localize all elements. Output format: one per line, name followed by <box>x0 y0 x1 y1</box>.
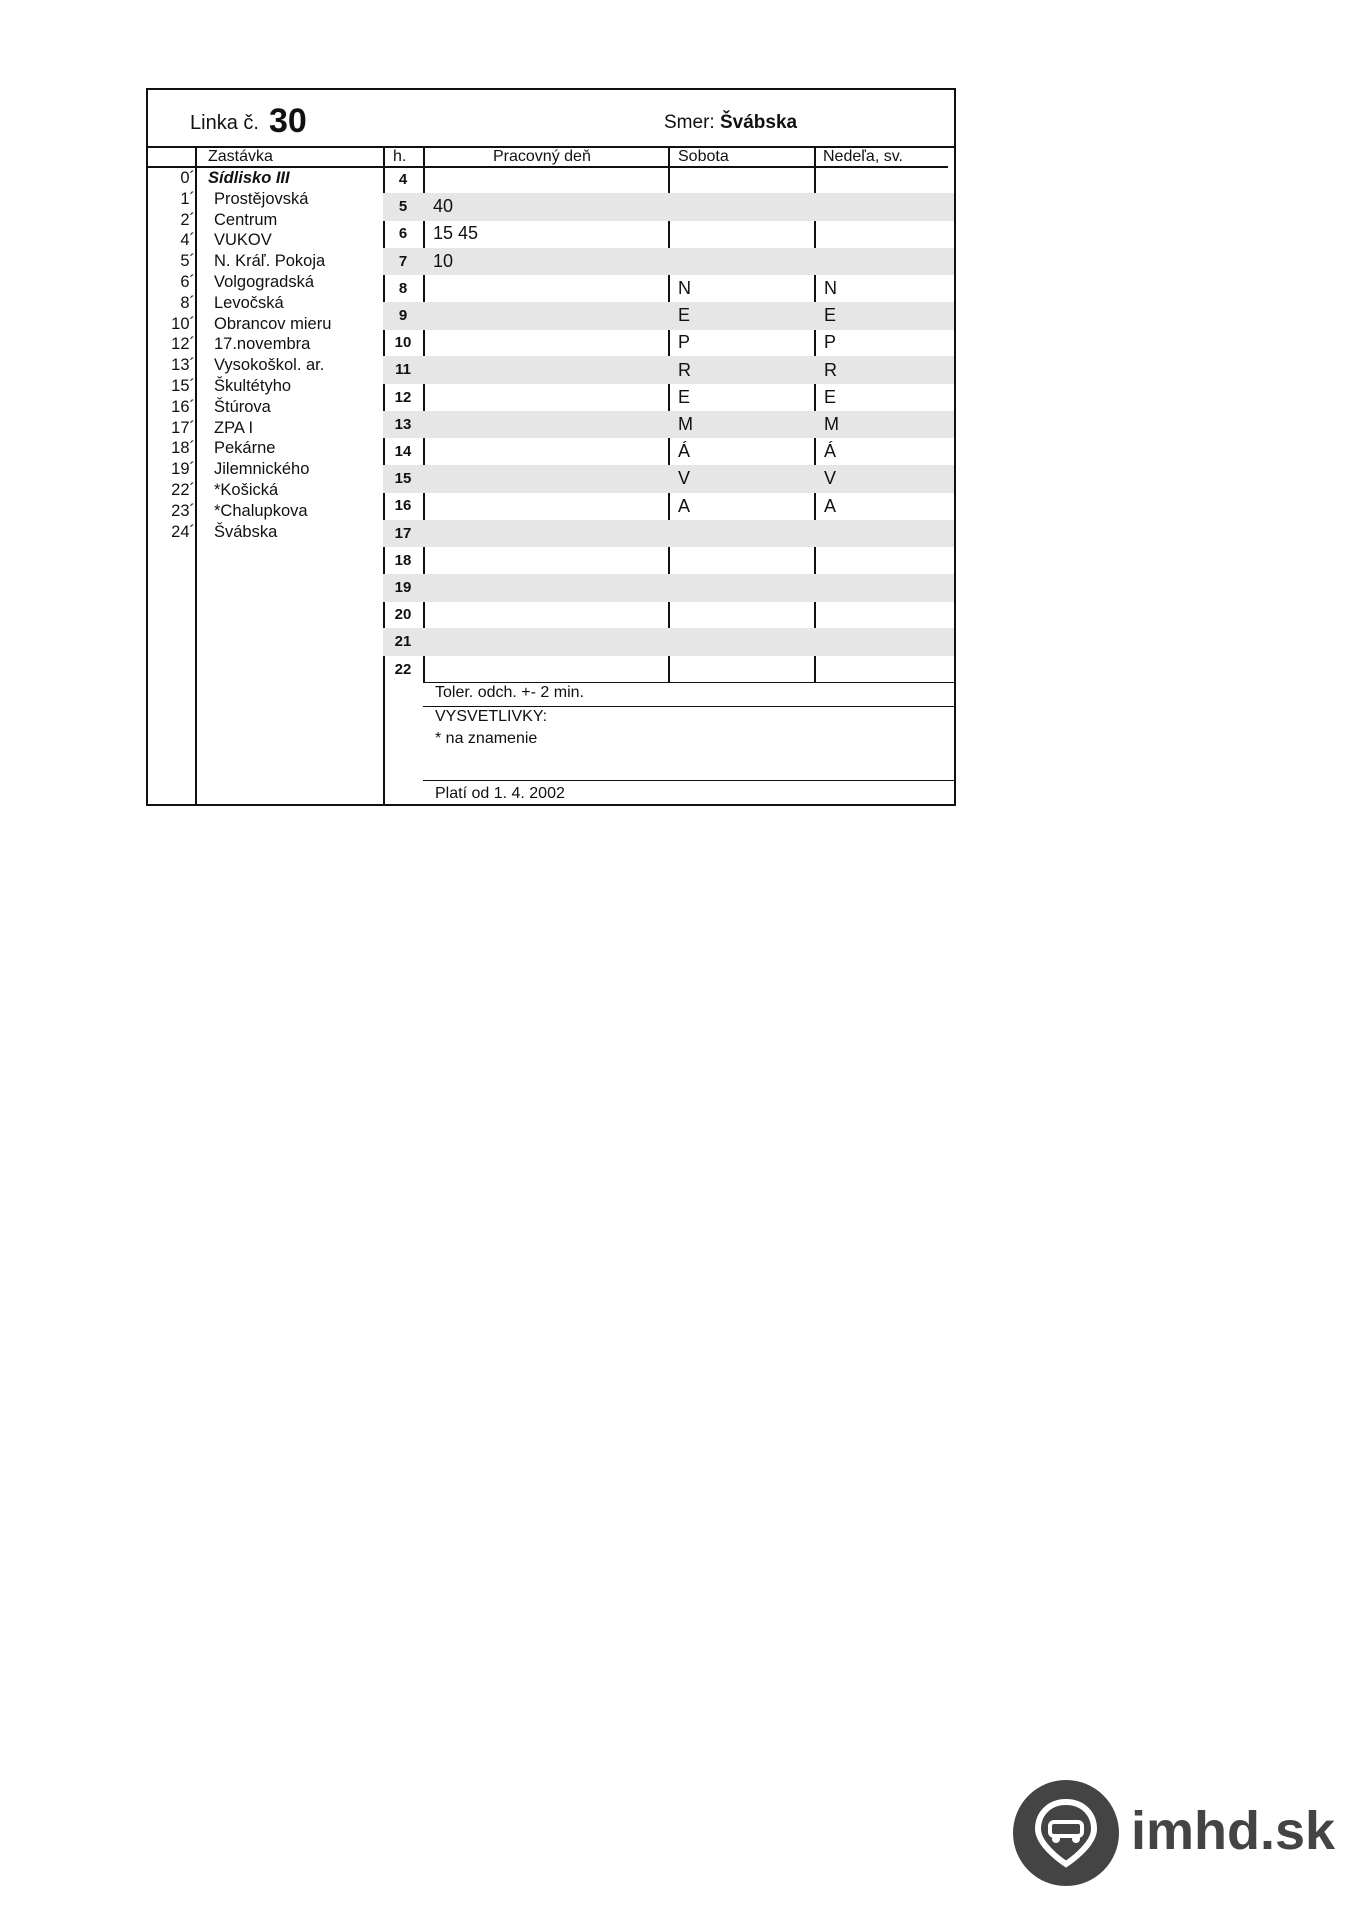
not-running-letter: M <box>678 414 693 434</box>
not-running-letter: E <box>678 305 691 326</box>
not-running-letter: V <box>678 468 691 489</box>
stop-name: Vysokoškol. ar. <box>214 356 325 375</box>
not-running-letter: P <box>824 332 837 353</box>
hour-label: 12 <box>394 388 412 406</box>
stop-row <box>148 397 383 418</box>
stop-name: Škultétyho <box>214 377 292 395</box>
stop-minute: 22´ <box>171 481 195 499</box>
stop-name: N. Kráľ. Pokoja <box>214 252 326 271</box>
hour-row <box>383 384 954 412</box>
saturday-column-header: Sobota <box>678 148 729 165</box>
stop-minute: 10´ <box>171 314 195 333</box>
not-running-letter: E <box>824 305 837 326</box>
stop-minute: 1´ <box>180 189 195 208</box>
stop-row <box>148 168 383 189</box>
stop-minute: 24´ <box>171 522 195 541</box>
sunday-column-header: Nedeľa, sv. <box>823 148 903 165</box>
not-running-letter: R <box>824 359 837 380</box>
hour-label: 18 <box>394 551 412 569</box>
hour-row <box>383 411 954 439</box>
stop-row <box>148 501 383 522</box>
workday-column-header: Pracovný deň <box>493 148 591 165</box>
hour-label: 15 <box>394 470 412 488</box>
direction-label: Smer: <box>664 112 715 133</box>
stop-column-header: Zastávka <box>208 148 273 165</box>
hour-row <box>383 193 954 221</box>
stop-name: Švábska <box>214 522 278 541</box>
stop-name: Jilemnického <box>214 460 310 479</box>
stop-row <box>148 334 383 355</box>
stop-row <box>148 189 383 210</box>
stop-minute: 18´ <box>171 439 195 458</box>
hour-row <box>383 329 954 357</box>
stop-row <box>148 230 383 251</box>
stop-name: ZPA I <box>214 418 254 437</box>
bus-pin-icon <box>1013 1780 1119 1886</box>
stop-minute: 23´ <box>171 501 195 520</box>
hour-label: 8 <box>398 279 408 297</box>
stop-name: Sídlisko III <box>208 169 290 187</box>
brand-logo <box>1013 1780 1336 1886</box>
hour-label: 9 <box>398 307 408 324</box>
stop-minute: 0´ <box>180 169 195 187</box>
stop-minute: 15´ <box>171 377 195 395</box>
stop-name: VUKOV <box>214 231 272 250</box>
hour-row <box>383 275 954 303</box>
stop-row <box>148 438 383 459</box>
stop-minute: 19´ <box>171 460 195 479</box>
direction-value: Švábska <box>719 112 798 133</box>
not-running-letter: V <box>824 468 837 489</box>
not-running-letter: Á <box>824 441 837 462</box>
hour-row <box>383 465 954 493</box>
workday-departures: 10 <box>433 250 454 271</box>
line-number: 30 <box>268 102 307 140</box>
hour-row <box>383 574 954 602</box>
not-running-letter: Á <box>678 441 691 462</box>
stop-name: Pekárne <box>214 439 276 458</box>
stop-name: Centrum <box>214 210 278 229</box>
stop-name: Obrancov mieru <box>214 314 332 333</box>
hour-row <box>383 356 954 384</box>
stop-row <box>148 210 383 231</box>
stop-name: Levočská <box>214 293 284 312</box>
hour-label: 5 <box>398 198 408 216</box>
stop-row <box>148 293 383 314</box>
stop-minute: 6´ <box>180 273 195 291</box>
hour-row <box>383 248 954 276</box>
stop-row <box>148 251 383 272</box>
hour-row <box>383 601 954 629</box>
stop-name: Štúrova <box>214 397 271 416</box>
stop-name: *Košická <box>214 481 279 499</box>
stop-row <box>148 522 383 543</box>
workday-departures: 15 45 <box>433 223 479 244</box>
brand-name: imhd.sk <box>1131 1801 1336 1861</box>
not-running-letter: E <box>824 386 837 407</box>
stop-row <box>148 480 383 501</box>
line-prefix: Linka č. <box>190 112 259 134</box>
legend-title: VYSVETLIVKY: <box>435 708 548 725</box>
not-running-letter: A <box>824 495 837 516</box>
hour-row <box>383 656 954 684</box>
direction <box>664 112 797 134</box>
hour-row <box>383 438 954 466</box>
not-running-letter: R <box>678 359 691 380</box>
hour-label: 13 <box>394 415 412 433</box>
stop-minute: 2´ <box>180 210 195 229</box>
legend-item: * na znamenie <box>435 730 538 747</box>
stop-minute: 16´ <box>171 397 195 416</box>
not-running-letter: A <box>678 495 691 516</box>
not-running-letter: E <box>678 386 691 407</box>
workday-departures: 40 <box>433 196 454 217</box>
stop-minute: 12´ <box>171 335 195 354</box>
not-running-letter: N <box>824 278 837 298</box>
valid-from: Platí od 1. 4. 2002 <box>423 780 954 805</box>
stop-row <box>148 355 383 376</box>
hour-column-header: h. <box>393 148 407 165</box>
hour-label: 22 <box>394 660 412 678</box>
hour-label: 21 <box>394 633 412 651</box>
stop-minute: 13´ <box>171 356 195 375</box>
not-running-letter: N <box>678 278 691 298</box>
hour-row <box>383 628 954 656</box>
hour-row <box>383 220 954 248</box>
stop-row <box>148 272 383 293</box>
tolerance-note: Toler. odch. +- 2 min. <box>423 682 954 705</box>
hour-row <box>383 547 954 575</box>
not-running-letter: M <box>824 414 839 434</box>
stop-row <box>148 459 383 480</box>
stop-minute: 8´ <box>180 293 195 312</box>
hour-row <box>383 492 954 520</box>
stop-row <box>148 314 383 335</box>
stop-row <box>148 418 383 439</box>
stop-minute: 17´ <box>171 418 195 437</box>
hour-label: 19 <box>394 579 412 596</box>
timetable <box>146 88 956 806</box>
timetable-header <box>148 90 954 148</box>
hour-row <box>383 520 954 548</box>
line-label <box>190 102 307 141</box>
hour-label: 11 <box>395 361 411 379</box>
hour-label: 6 <box>398 225 408 243</box>
stop-row <box>148 376 383 397</box>
hour-label: 14 <box>394 443 412 460</box>
stop-minute: 5´ <box>180 252 195 271</box>
legend <box>423 706 954 781</box>
hour-label: 7 <box>398 252 408 270</box>
hour-label: 20 <box>394 606 412 624</box>
hour-label: 10 <box>394 334 412 352</box>
departure-grid <box>383 166 954 682</box>
hour-row <box>383 166 954 194</box>
hour-label: 17 <box>394 524 412 542</box>
hour-label: 4 <box>398 171 408 188</box>
hour-row <box>383 302 954 330</box>
stop-minute: 4´ <box>180 231 195 250</box>
stop-name: *Chalupkova <box>214 501 308 520</box>
not-running-letter: P <box>678 332 691 353</box>
stop-name: 17.novembra <box>214 335 311 354</box>
stop-name: Volgogradská <box>214 273 314 291</box>
stop-name: Prostějovská <box>214 189 309 208</box>
hour-label: 16 <box>394 497 412 515</box>
